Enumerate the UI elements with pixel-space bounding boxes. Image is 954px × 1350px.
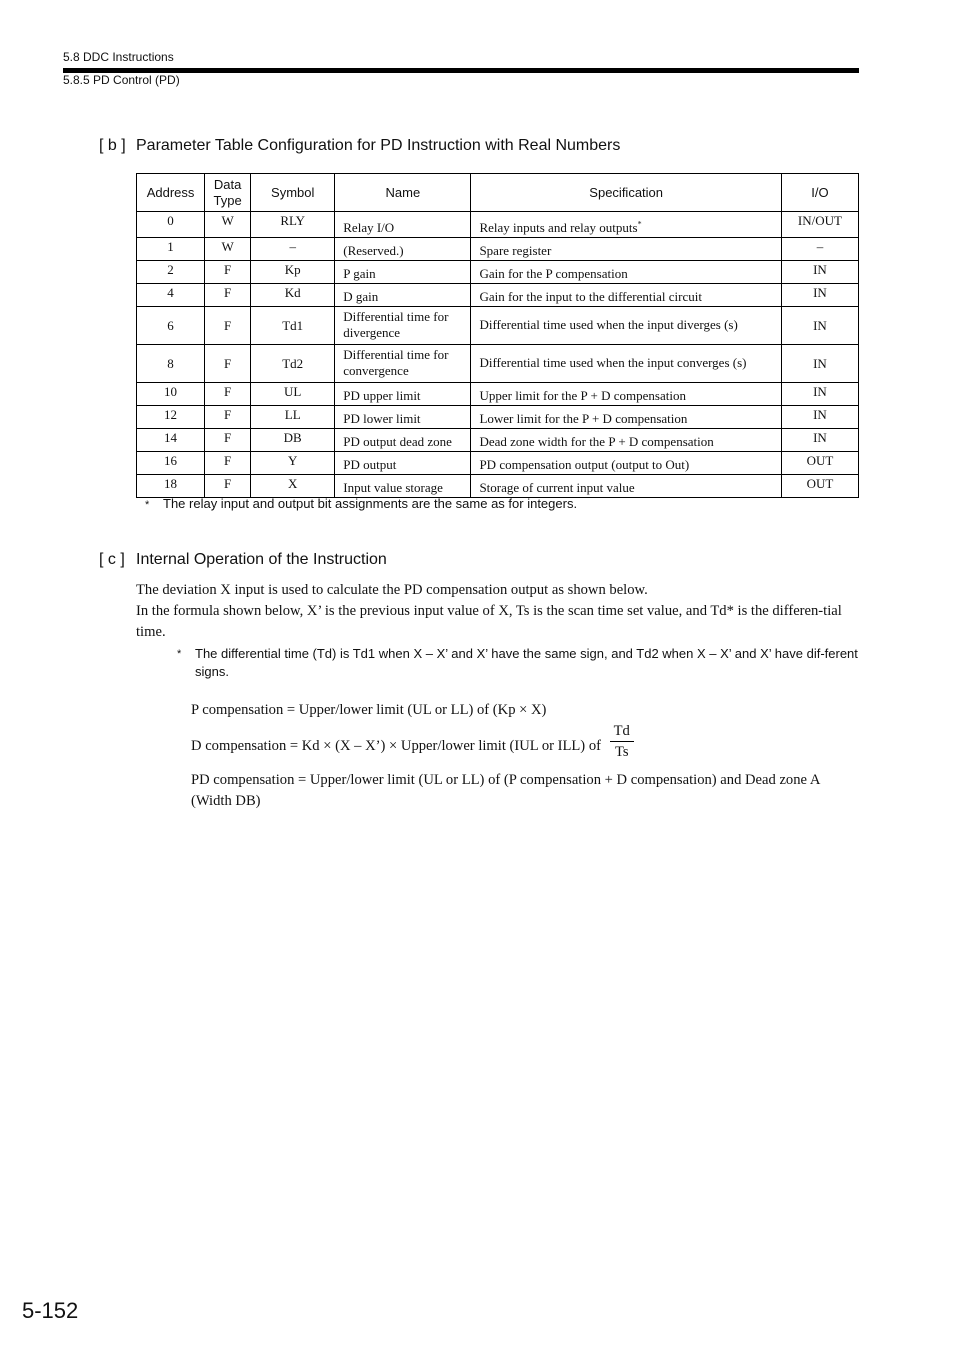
formula-fraction	[610, 722, 634, 763]
table-row: 10 F UL PD upper limit Upper limit for the P + D compensation IN	[137, 383, 859, 406]
fraction-denominator: Ts	[614, 744, 629, 760]
note-asterisk: *	[177, 648, 182, 660]
running-header-subsection: 5.8.5 PD Control (PD)	[63, 73, 180, 87]
table-row: 12 F LL PD lower limit Lower limit for the P + D compensation IN	[137, 406, 859, 429]
body-line-1: The deviation X input is used to calculate the PD compensation output as shown below.	[136, 582, 648, 598]
footnote-mark: *	[637, 219, 642, 229]
section-c-tag: [ c ]	[99, 551, 125, 568]
differential-time-note	[177, 645, 859, 681]
section-b-tag: [ b ]	[99, 137, 126, 154]
parameter-table	[136, 173, 859, 498]
table-row: 16 F Y PD output PD compensation output (output to Out) OUT	[137, 452, 859, 475]
section-b-heading	[99, 137, 620, 155]
body-line-2: In the formula shown below, X’ is the previous input value of X, Ts is the scan time set value, and Td* is the differen-tial time.	[136, 603, 842, 640]
table-row: 14 F DB PD output dead zone Dead zone width for the P + D compensation IN	[137, 429, 859, 452]
note-text: The differential time (Td) is Td1 when X – X’ and X’ have the same sign, and Td2 when X – X’ and X’ have dif-ferent signs.	[195, 646, 858, 679]
formula-d-text: D compensation = Kd × (X – X’) × Upper/lower limit (IUL or ILL) of	[191, 737, 601, 754]
col-header-specification: Specification	[471, 174, 781, 212]
fraction-numerator: Td	[610, 722, 634, 742]
running-header-section: 5.8 DDC Instructions	[63, 50, 174, 64]
table-row: 0 W RLY Relay I/O Relay inputs and relay outputs* IN/OUT	[137, 212, 859, 238]
table-row: 8 F Td2 Differential time for convergence Differential time used when the input converges (s) IN	[137, 345, 859, 383]
footnote-asterisk: *	[145, 499, 150, 511]
footnote-text: The relay input and output bit assignments are the same as for integers.	[163, 496, 578, 511]
table-row: 2 F Kp P gain Gain for the P compensation IN	[137, 261, 859, 284]
formula-pd-compensation: PD compensation = Upper/lower limit (UL or LL) of (P compensation + D compensation) and Dead zone A (Width DB)	[191, 772, 820, 809]
table-row: 18 F X Input value storage Storage of current input value OUT	[137, 475, 859, 498]
table-row: 4 F Kd D gain Gain for the input to the differential circuit IN	[137, 284, 859, 307]
section-c-title: Internal Operation of the Instruction	[136, 551, 387, 568]
col-header-name: Name	[335, 174, 471, 212]
table-footnote	[145, 496, 577, 511]
page-number: 5-152	[22, 1298, 79, 1323]
table-header-row	[137, 174, 859, 212]
table-row: 1 W – (Reserved.) Spare register –	[137, 238, 859, 261]
col-header-io: I/O	[781, 174, 858, 212]
formula-p-compensation: P compensation = Upper/lower limit (UL or LL) of (Kp × X)	[191, 702, 547, 718]
header-rule	[63, 68, 859, 73]
col-header-address: Address	[137, 174, 205, 212]
col-header-symbol: Symbol	[251, 174, 335, 212]
table-row: 6 F Td1 Differential time for divergence Differential time used when the input diverges (s) IN	[137, 307, 859, 345]
section-b-title: Parameter Table Configuration for PD Instruction with Real Numbers	[136, 137, 621, 154]
body-paragraph	[136, 580, 858, 643]
formula-d-compensation	[191, 723, 634, 767]
col-header-data-type: Data Type	[205, 174, 251, 212]
section-c-heading	[99, 551, 387, 569]
